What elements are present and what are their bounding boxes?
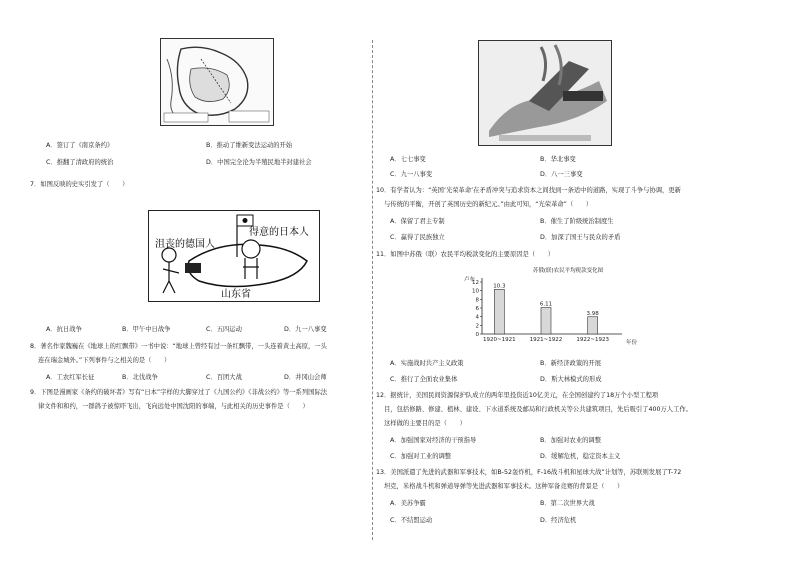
chart-bar <box>588 317 598 334</box>
q12-stem-line1: 12．据统计，美国民间资源保护队成立的两年里投资近10亿美元，在全国创建约了18万个小型工程项 <box>376 392 659 399</box>
map-illustration <box>161 39 273 125</box>
q8-option-c[interactable]: C．百团大战 <box>206 374 242 381</box>
q7-option-a[interactable]: A．抗日战争 <box>46 326 82 333</box>
q8-option-a[interactable]: A．工农红军长征 <box>46 374 95 381</box>
chart-x-tick-label: 1921~1922 <box>529 337 563 343</box>
q13-option-c[interactable]: C．不结盟运动 <box>390 517 433 524</box>
q11-option-a[interactable]: A．实施战时共产主义政策 <box>390 360 464 367</box>
chart-title: 苏俄(联)农民平均税款变化图 <box>532 268 604 274</box>
q11-option-d[interactable]: D．斯大林模式的形成 <box>540 376 602 383</box>
q10-option-a[interactable]: A．保留了君主专制 <box>390 218 445 225</box>
chart-bar <box>541 308 551 334</box>
chart-y-ticks <box>472 280 482 338</box>
column-divider <box>372 40 373 540</box>
q10-option-b[interactable]: B．催生了阶级统治制度生 <box>540 218 614 225</box>
chart-ylabel: 卢布 <box>464 277 476 283</box>
q13-stem-line1: 13．美国派遣了先进的武器和军事技术，如B-52轰炸机，F-16战斗机和星球大战”计划等，苏联则发展了T-72 <box>376 469 682 476</box>
q9-option-b[interactable]: B．华北事变 <box>540 156 576 163</box>
shandong-cartoon-figure <box>148 210 320 302</box>
q10-option-c[interactable]: C．赢得了民族独立 <box>390 234 445 241</box>
chart-bar <box>494 289 504 334</box>
cartoon-engraving <box>479 41 611 145</box>
tax-bar-chart <box>456 264 646 348</box>
q12-option-c[interactable]: C．加强对工业的调整 <box>390 453 452 460</box>
q12-stem-line2: 目，包括修路、修建、植林、建设、下水道系统及邮局和行政机关等公共建筑项目，先后吸引了400万人工作。 <box>384 406 692 413</box>
q12-option-d[interactable]: D．缓解危机，稳定资本主义 <box>540 453 621 460</box>
q7-option-b[interactable]: B．甲午中日战争 <box>122 326 171 333</box>
chart-y-tick-label: 8 <box>475 297 479 304</box>
q6-option-c[interactable]: C．推翻了清政府的统治 <box>46 159 114 166</box>
label-shandong: 山东省 <box>221 289 251 300</box>
chart-x-tick-label: 1920~1921 <box>483 337 516 343</box>
q6-option-d[interactable]: D．中国完全沦为半殖民地半封建社会 <box>206 159 312 166</box>
q9-stem-line2: 律文件和和约，一群鸽子被惊吓飞出，飞向远处中国沈阳的事端，与此相关的历史事件是（ ） <box>38 403 309 410</box>
chart-x-ticks <box>483 337 609 343</box>
q8-option-d[interactable]: D．井冈山会师 <box>284 374 327 381</box>
chart-y-tick-label: 12 <box>472 280 479 286</box>
q13-option-b[interactable]: B．第二次世界大战 <box>540 500 595 507</box>
chart-data-label: 10.3 <box>493 283 506 290</box>
q9-option-a[interactable]: A．七七事变 <box>390 156 426 163</box>
label-japanese: 得意的日本人 <box>249 227 309 238</box>
q11-stem: 11．如图中苏俄（联）农民平均税款变化的主要原因是（ ） <box>376 251 555 258</box>
q8-stem-line1: 8．著名作家魏巍在《地球上的红飘带》一书中说：“地球上曾经有过一条红飘带，一头连着黄土高原，一头 <box>30 343 327 350</box>
right-column <box>376 0 768 562</box>
q12-stem-line3: 这样做的主要目的是（ ） <box>384 420 466 427</box>
chart-xlabel: 年份 <box>626 340 638 346</box>
q8-stem-line2: 连在瑞金城外。”下列事件与之相关的是（ ） <box>38 357 171 364</box>
q12-option-b[interactable]: B．加强对农业的调整 <box>540 437 601 444</box>
chart-y-tick-label: 4 <box>475 314 479 321</box>
q10-option-d[interactable]: D．加深了国王与民众的矛盾 <box>540 234 621 241</box>
q9-option-c[interactable]: C．九一八事变 <box>390 171 433 178</box>
chart-y-tick-label: 10 <box>472 288 479 295</box>
q12-option-a[interactable]: A．加强国家对经济的干预指导 <box>390 437 477 444</box>
q7-stem: 7．如图反映的史实引发了（ ） <box>30 181 129 188</box>
chart-y-tick-label: 0 <box>475 332 479 338</box>
wuchang-map-figure <box>160 38 274 126</box>
q9-option-d[interactable]: D．八一三事变 <box>540 171 583 178</box>
label-german: 沮丧的德国人 <box>155 239 215 250</box>
q8-option-b[interactable]: B．北伐战争 <box>122 374 158 381</box>
q9-stem-line1: 9．下图是漫画家《条约的破坏者》写有“日本”字样的大脚穿过了《九国公约》《非战公约》等一系列国际法 <box>30 389 328 396</box>
treaty-breaker-cartoon <box>478 40 612 146</box>
q6-option-a[interactable]: A．签订了《南京条约》 <box>46 142 114 149</box>
chart-y-tick-label: 2 <box>475 323 479 330</box>
chart-data-label: 3.98 <box>586 310 599 317</box>
q10-stem-line2: 与传统的平衡，开创了英国历史的新纪元。”由此可知，“光荣革命”（ ） <box>384 201 593 208</box>
q13-stem-line2: 坦克，米格战斗机和弹道导弹等先进武器和军事技术。这种军备竞赛的背景是（ ） <box>384 483 624 490</box>
q6-option-b[interactable]: B．推动了维新变法运动的开始 <box>206 142 293 149</box>
q7-option-d[interactable]: D．九一八事变 <box>284 326 327 333</box>
chart-y-tick-label: 6 <box>475 306 479 312</box>
q11-option-c[interactable]: C．推行了全面农业集体 <box>390 376 458 383</box>
q10-stem-line1: 10．有学者认为：“英国‘光荣革命’在矛盾冲突与追求资本之间找到一条适中的道路，实现了斗争与协调，更新 <box>376 187 681 194</box>
q13-option-a[interactable]: A．美苏争霸 <box>390 500 426 507</box>
left-column <box>30 0 366 562</box>
chart-bars <box>494 289 597 334</box>
chart-x-tick-label: 1922~1923 <box>576 337 609 343</box>
q11-option-b[interactable]: B．新经济政策的开展 <box>540 360 601 367</box>
q13-option-d[interactable]: D．经济危机 <box>540 517 577 524</box>
q7-option-c[interactable]: C．五四运动 <box>206 326 242 333</box>
chart-data-label: 6.11 <box>539 301 553 308</box>
